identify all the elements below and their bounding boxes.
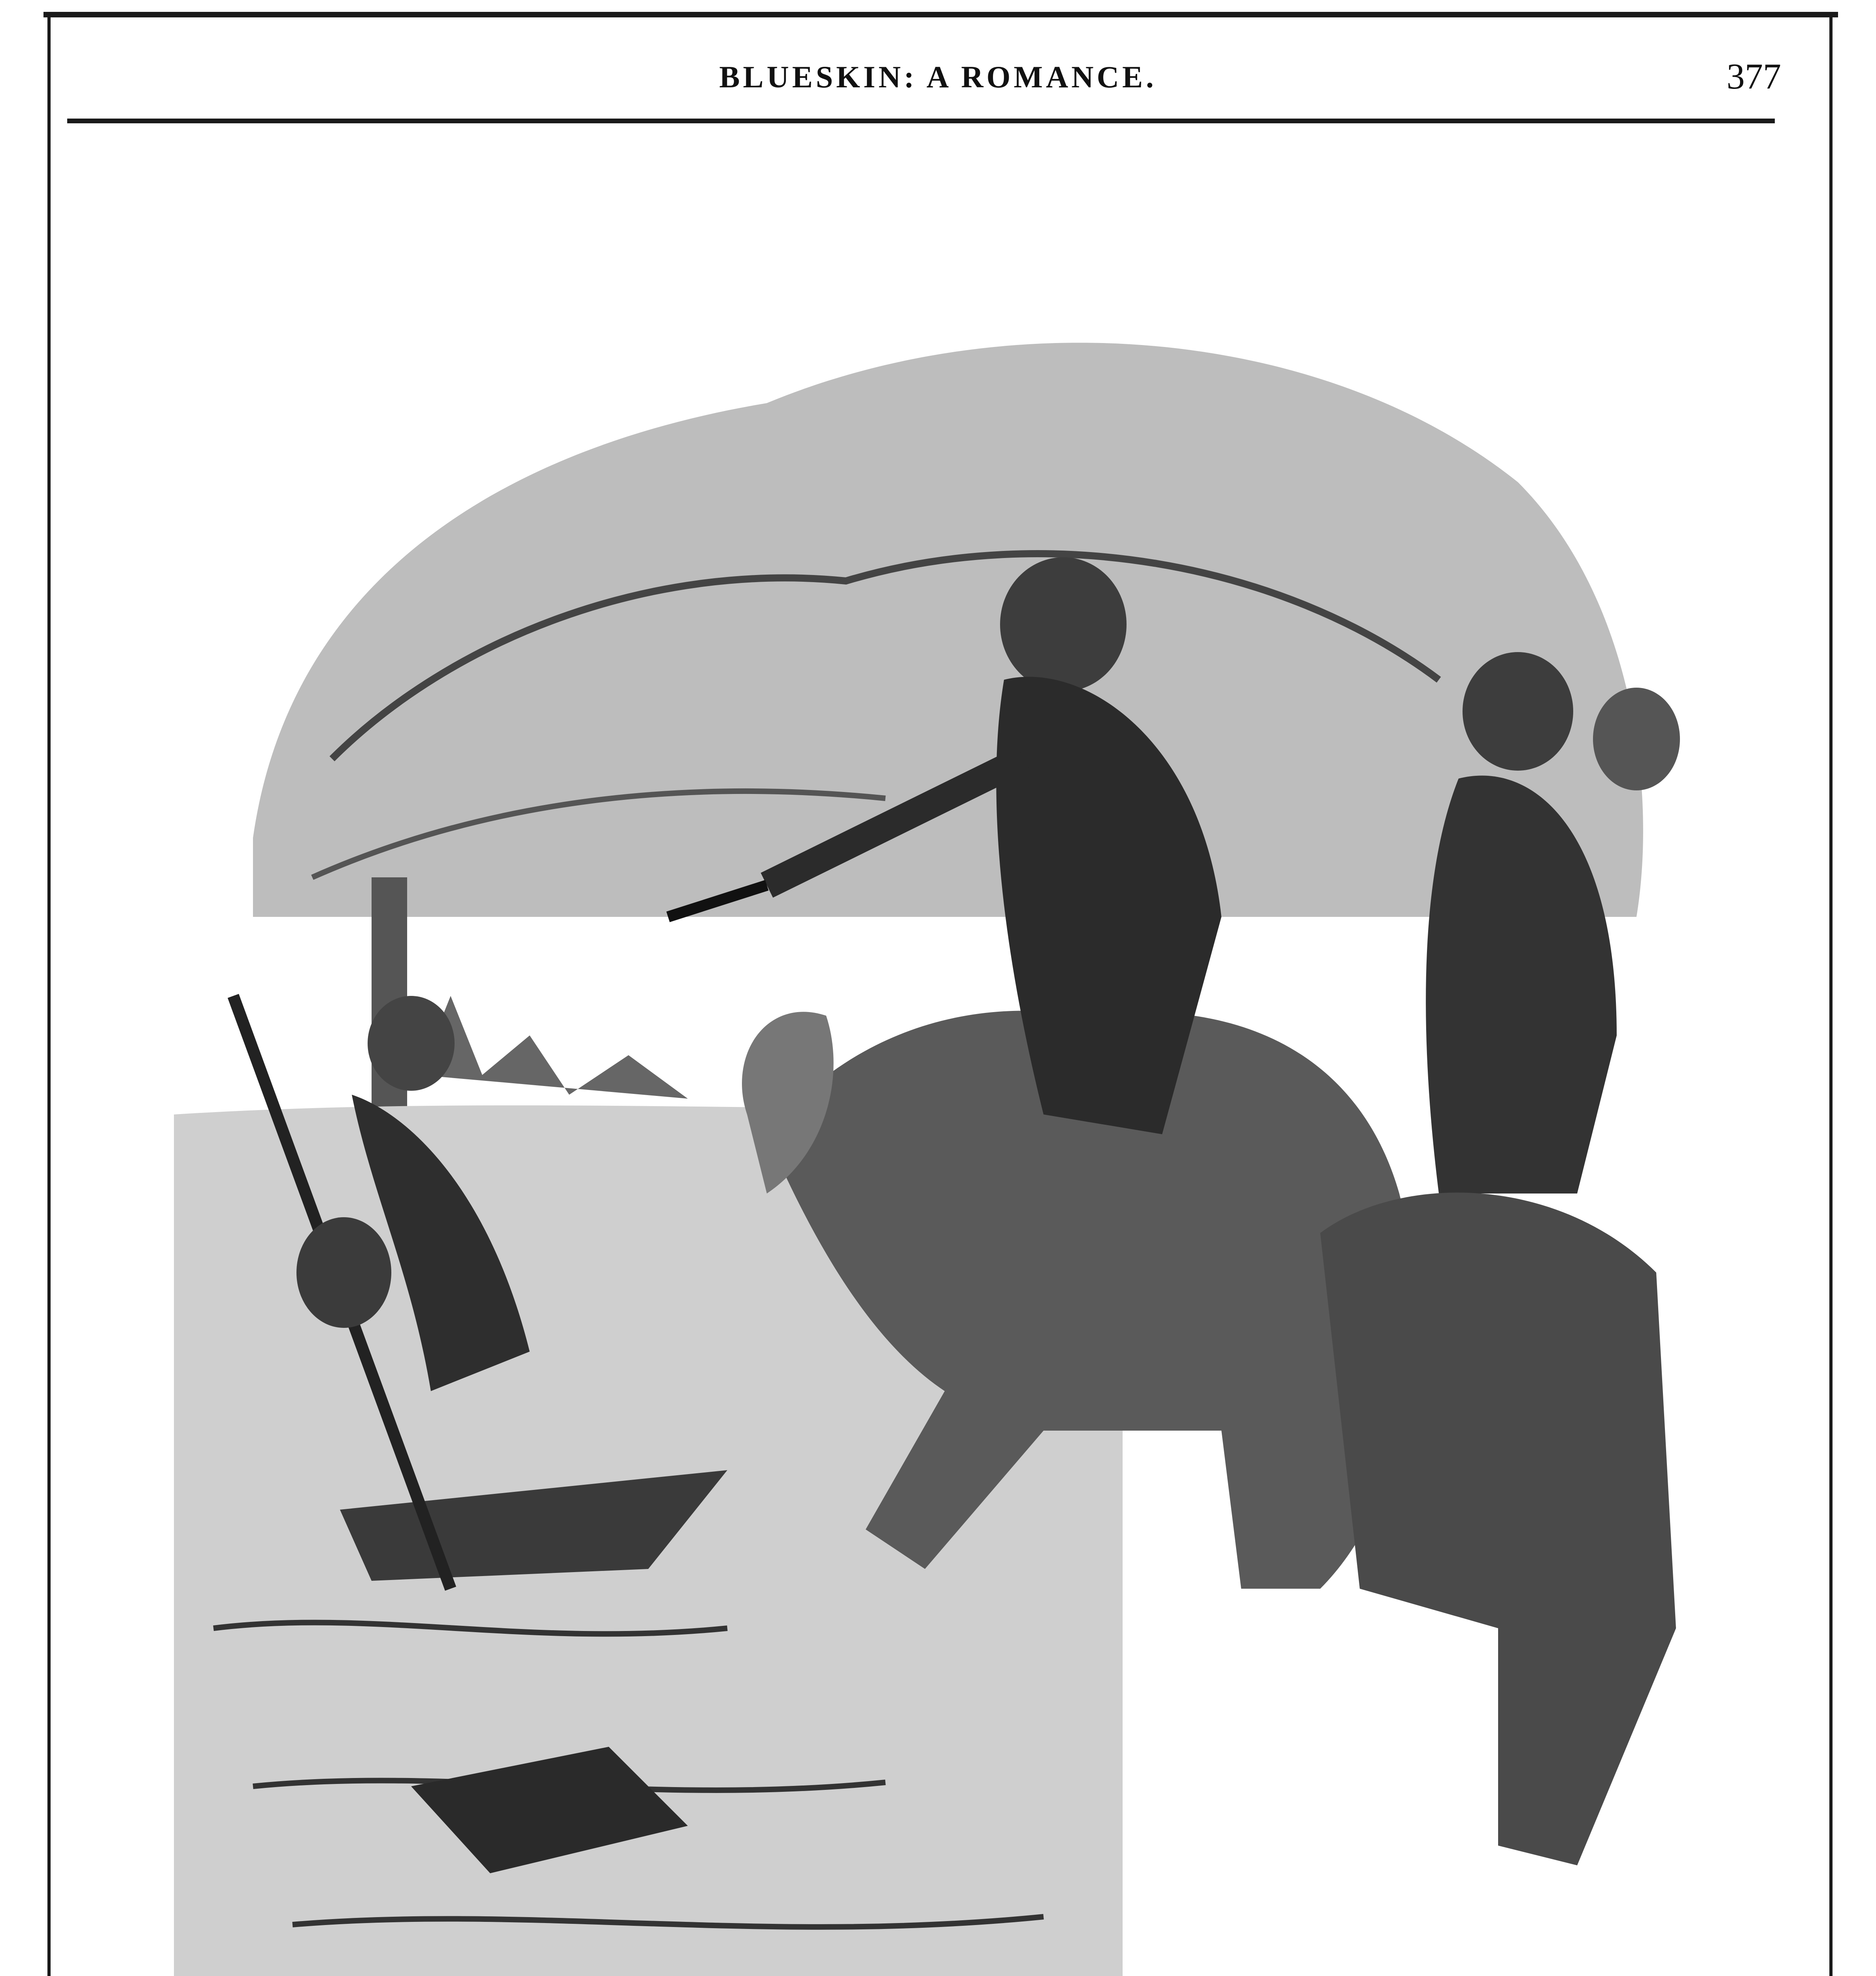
page-number: 377 — [1727, 56, 1781, 96]
running-title: BLUESKIN: A ROMANCE. — [719, 60, 1157, 94]
header-rule — [67, 119, 1775, 123]
engraving-illustration — [174, 206, 1700, 1976]
engraving-riders-river-scene-icon — [174, 206, 1700, 1976]
